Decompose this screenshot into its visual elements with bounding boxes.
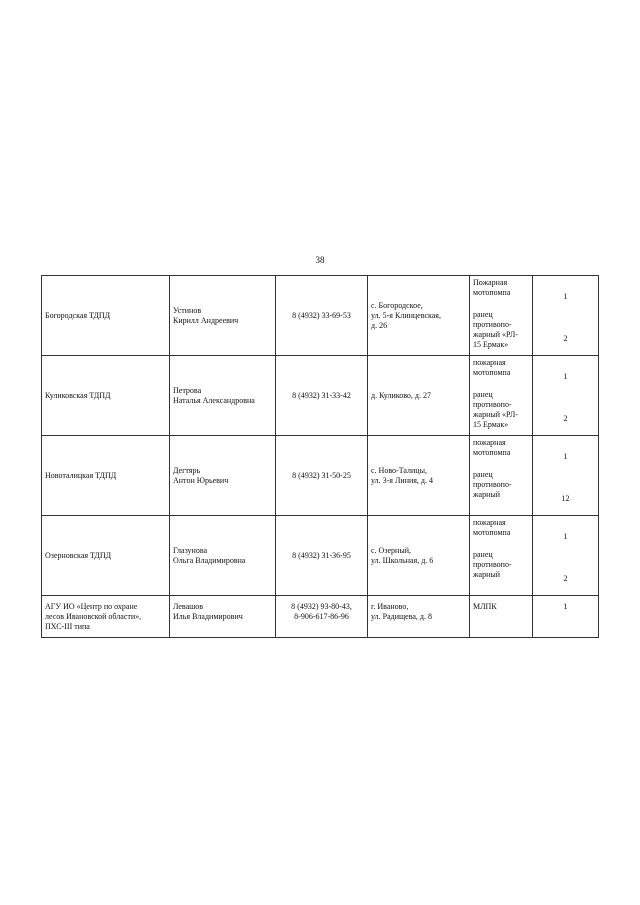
equipment-cell: Пожарная мотопомпа ранец противопо- жарный «РЛ- 15 Ермак» [470, 276, 533, 356]
equipment-cell: пожарная мотопомпа ранец противопо- жарный [470, 436, 533, 516]
person-cell: Левашов Илья Владимирович [170, 596, 276, 638]
page-number: 38 [315, 255, 325, 265]
phone-cell: 8 (4932) 31-36-95 [276, 516, 368, 596]
phone-cell: 8 (4932) 31-50-25 [276, 436, 368, 516]
quantity-cell: 1 2 [533, 516, 599, 596]
equipment-cell: МЛПК [470, 596, 533, 638]
org-cell: Богородская ТДПД [42, 276, 170, 356]
quantity-cell: 1 12 [533, 436, 599, 516]
address-cell: с. Озерный, ул. Школьная, д. 6 [368, 516, 470, 596]
equipment-cell: пожарная мотопомпа ранец противопо- жарный [470, 516, 533, 596]
rescue-units-table [41, 275, 599, 638]
person-cell: Дегтярь Антон Юрьевич [170, 436, 276, 516]
quantity-cell: 1 2 [533, 356, 599, 436]
org-cell: Куликовская ТДПД [42, 356, 170, 436]
table-row [42, 516, 599, 596]
table-row [42, 596, 599, 638]
person-cell: Устинов Кирилл Андреевич [170, 276, 276, 356]
address-cell: с. Богородское, ул. 5-я Клинцевская, д. 26 [368, 276, 470, 356]
person-cell: Петрова Наталья Александровна [170, 356, 276, 436]
phone-cell: 8 (4932) 93-80-43, 8-906-617-86-96 [276, 596, 368, 638]
table-row [42, 276, 599, 356]
quantity-cell: 1 2 [533, 276, 599, 356]
person-cell: Глазунова Ольга Владимировна [170, 516, 276, 596]
org-cell: Новоталицкая ТДПД [42, 436, 170, 516]
address-cell: с. Ново-Талицы, ул. 3-я Линия, д. 4 [368, 436, 470, 516]
org-cell: Озерновская ТДПД [42, 516, 170, 596]
table-row [42, 436, 599, 516]
phone-cell: 8 (4932) 33-69-53 [276, 276, 368, 356]
address-cell: д. Куликово, д. 27 [368, 356, 470, 436]
table-row [42, 356, 599, 436]
address-cell: г. Иваново, ул. Радищева, д. 8 [368, 596, 470, 638]
equipment-cell: пожарная мотопомпа ранец противопо- жарный «РЛ- 15 Ермак» [470, 356, 533, 436]
org-cell: АГУ ИО «Центр по охране лесов Ивановской области», ПХС-III типа [42, 596, 170, 638]
quantity-cell: 1 [533, 596, 599, 638]
phone-cell: 8 (4932) 31-33-42 [276, 356, 368, 436]
